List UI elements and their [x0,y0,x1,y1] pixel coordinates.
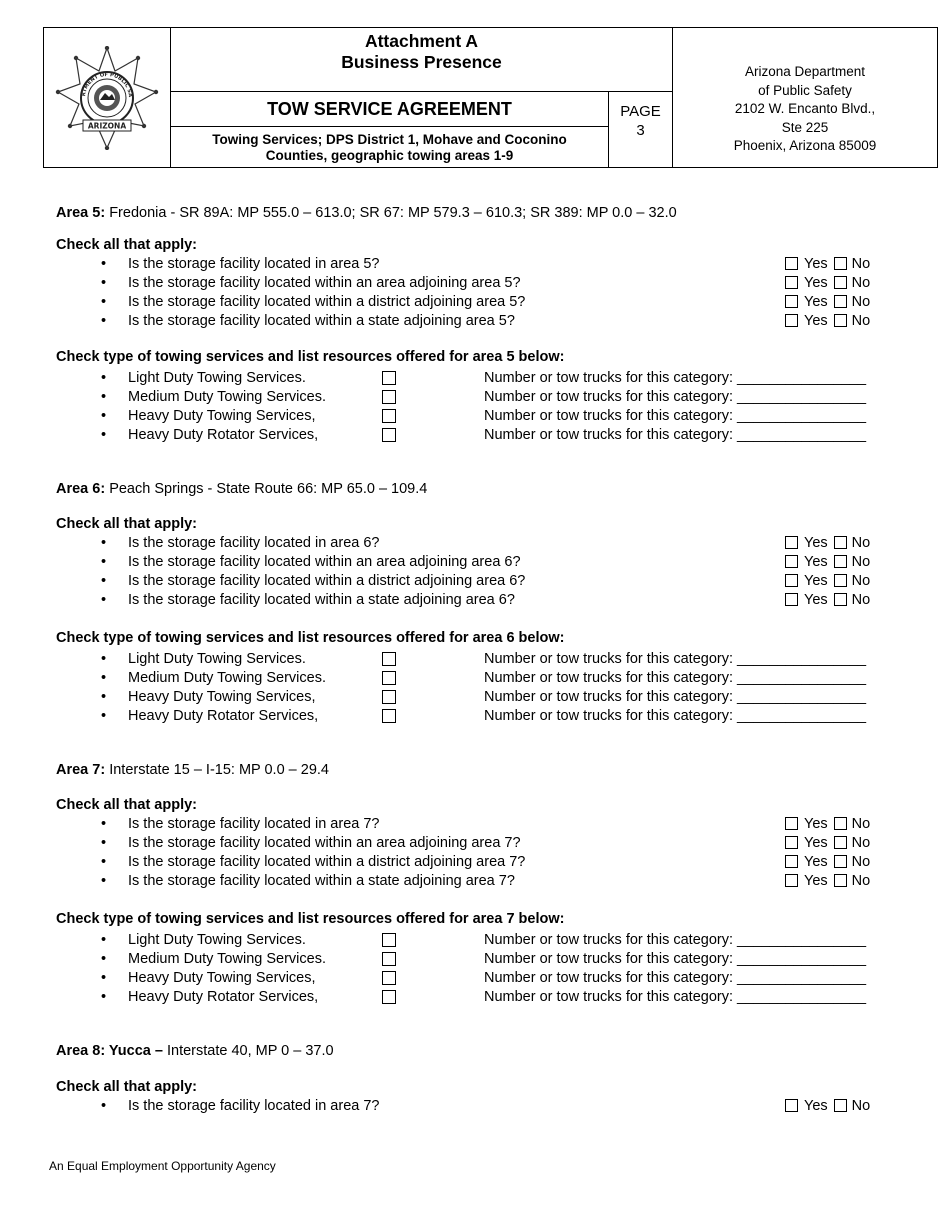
no-checkbox[interactable] [834,314,847,327]
bullet: • [101,651,107,667]
truck-count-field[interactable]: Number or tow trucks for this category: ________________ [484,427,867,443]
attachment-line-2: Business Presence [341,52,502,72]
service-label: Light Duty Towing Services. [128,651,306,667]
service-label: Heavy Duty Rotator Services, [128,427,319,443]
bullet: • [101,873,107,889]
service-checkbox[interactable] [382,933,396,947]
bullet: • [101,854,107,870]
check-all-heading: Check all that apply: [56,797,198,813]
no-checkbox[interactable] [834,295,847,308]
service-checkbox[interactable] [382,390,396,404]
subtitle-line-2: Counties, geographic towing areas 1-9 [265,148,514,163]
subtitle-line-1: Towing Services; DPS District 1, Mohave and Coconino [212,132,567,147]
bullet: • [101,970,107,986]
no-checkbox[interactable] [834,1099,847,1112]
yes-checkbox[interactable] [785,574,798,587]
no-checkbox[interactable] [834,555,847,568]
no-label: No [851,313,871,329]
yes-label: Yes [804,294,828,310]
yes-label: Yes [804,816,828,832]
service-checkbox[interactable] [382,371,396,385]
area-label: Area 6: [56,481,106,497]
truck-count-field[interactable]: Number or tow trucks for this category: ________________ [484,989,867,1005]
service-label: Heavy Duty Towing Services, [128,970,316,986]
address-line: Ste 225 [781,119,829,135]
question-text: Is the storage facility located within a state adjoining area 7? [128,873,515,889]
area-description: Interstate 40, MP 0 – 37.0 [162,1043,334,1059]
service-checkbox[interactable] [382,409,396,423]
yes-checkbox[interactable] [785,593,798,606]
service-label: Medium Duty Towing Services. [128,951,326,967]
no-label: No [851,854,871,870]
no-checkbox[interactable] [834,257,847,270]
area-label: Area 7: [56,762,106,778]
truck-count-field[interactable]: Number or tow trucks for this category: ________________ [484,970,867,986]
document-header [43,27,938,168]
bullet: • [101,989,107,1005]
area-label: Area 5: [56,205,106,221]
bullet: • [101,370,107,386]
no-checkbox[interactable] [834,574,847,587]
service-label: Heavy Duty Rotator Services, [128,989,319,1005]
service-checkbox[interactable] [382,709,396,723]
question-text: Is the storage facility located within an area adjoining area 7? [128,835,521,851]
service-checkbox[interactable] [382,990,396,1004]
service-row [0,427,950,445]
service-row [0,970,950,988]
yes-label: Yes [804,275,828,291]
check-all-heading: Check all that apply: [56,1079,198,1095]
truck-count-field[interactable]: Number or tow trucks for this category: ________________ [484,389,867,405]
question-text: Is the storage facility located in area 6? [128,535,380,551]
yes-no-group [785,1098,870,1114]
service-checkbox[interactable] [382,428,396,442]
yes-label: Yes [804,835,828,851]
services-heading: Check type of towing services and list resources offered for area 6 below: [56,630,565,646]
service-label: Light Duty Towing Services. [128,370,306,386]
service-row [0,708,950,726]
service-label: Medium Duty Towing Services. [128,670,326,686]
agreement-title: TOW SERVICE AGREEMENT [171,92,609,127]
question-text: Is the storage facility located within a district adjoining area 5? [128,294,526,310]
yes-no-group [785,835,870,851]
question-text: Is the storage facility located within a district adjoining area 7? [128,854,526,870]
bullet: • [101,592,107,608]
service-label: Medium Duty Towing Services. [128,389,326,405]
yes-checkbox[interactable] [785,536,798,549]
bullet: • [101,313,107,329]
yes-checkbox[interactable] [785,836,798,849]
attachment-line-1: Attachment A [364,31,479,51]
question-text: Is the storage facility located in area 5? [128,256,380,272]
no-label: No [851,873,871,889]
truck-count-field[interactable]: Number or tow trucks for this category: ________________ [484,708,867,724]
bullet: • [101,535,107,551]
truck-count-field[interactable]: Number or tow trucks for this category: ________________ [484,370,867,386]
yes-checkbox[interactable] [785,874,798,887]
service-row [0,651,950,669]
truck-count-field[interactable]: Number or tow trucks for this category: ________________ [484,651,867,667]
yes-no-group [785,294,870,310]
service-row [0,389,950,407]
address-line: of Public Safety [758,82,852,98]
question-text: Is the storage facility located within a district adjoining area 6? [128,573,526,589]
yes-checkbox[interactable] [785,817,798,830]
bullet: • [101,816,107,832]
check-all-heading: Check all that apply: [56,237,198,253]
yes-no-group [785,554,870,570]
bullet: • [101,1098,107,1114]
address-line: 2102 W. Encanto Blvd., [734,101,876,116]
dps-seal-logo [55,46,159,150]
bullet: • [101,554,107,570]
no-checkbox[interactable] [834,817,847,830]
question-text: Is the storage facility located within an area adjoining area 5? [128,275,521,291]
yes-checkbox[interactable] [785,1099,798,1112]
bullet: • [101,670,107,686]
area-description: Peach Springs - State Route 66: MP 65.0 – 109.4 [105,481,428,497]
no-checkbox[interactable] [834,536,847,549]
bullet: • [101,951,107,967]
bullet: • [101,275,107,291]
service-checkbox[interactable] [382,690,396,704]
bullet: • [101,932,107,948]
yes-label: Yes [804,1098,828,1114]
yes-checkbox[interactable] [785,855,798,868]
services-heading: Check type of towing services and list resources offered for area 5 below: [56,349,565,365]
check-all-heading: Check all that apply: [56,516,198,532]
bullet: • [101,573,107,589]
yes-label: Yes [804,854,828,870]
area-7-title [56,762,329,778]
no-checkbox[interactable] [834,836,847,849]
yes-no-group [785,873,870,889]
yes-checkbox[interactable] [785,314,798,327]
truck-count-field[interactable]: Number or tow trucks for this category: ________________ [484,670,867,686]
question-text: Is the storage facility located within a state adjoining area 5? [128,313,515,329]
truck-count-field[interactable]: Number or tow trucks for this category: ________________ [484,932,867,948]
service-checkbox[interactable] [382,971,396,985]
no-label: No [851,275,871,291]
page-label: PAGE [620,103,661,120]
area-5-title [56,205,677,221]
dps-seal-cell [44,28,171,167]
service-row [0,408,950,426]
service-row [0,670,950,688]
yes-no-group [785,854,870,870]
no-label: No [851,294,871,310]
area-label: Area 8: Yucca – [56,1043,163,1059]
yes-label: Yes [804,592,828,608]
service-checkbox[interactable] [382,671,396,685]
no-label: No [851,256,871,272]
area-description: Interstate 15 – I-15: MP 0.0 – 29.4 [105,762,329,778]
agreement-subtitle [171,127,609,167]
yes-label: Yes [804,313,828,329]
services-heading: Check type of towing services and list resources offered for area 7 below: [56,911,565,927]
bullet: • [101,294,107,310]
yes-label: Yes [804,535,828,551]
yes-no-group [785,535,870,551]
yes-checkbox[interactable] [785,555,798,568]
yes-checkbox[interactable] [785,295,798,308]
yes-label: Yes [804,554,828,570]
address-line: Phoenix, Arizona 85009 [733,138,877,153]
service-row [0,932,950,950]
yes-label: Yes [804,573,828,589]
yes-no-group [785,592,870,608]
seal-text-top: RTMENT OF PUBLIC SA [81,71,134,97]
no-label: No [851,535,871,551]
page-indicator [609,92,673,167]
no-label: No [851,816,871,832]
area-description: Fredonia - SR 89A: MP 555.0 – 613.0; SR 67: MP 579.3 – 610.3; SR 389: MP 0.0 – 32.0 [105,205,677,221]
no-checkbox[interactable] [834,855,847,868]
no-checkbox[interactable] [834,874,847,887]
footer-text: An Equal Employment Opportunity Agency [49,1159,276,1173]
bullet: • [101,835,107,851]
bullet: • [101,427,107,443]
bullet: • [101,689,107,705]
service-row [0,951,950,969]
bullet: • [101,708,107,724]
area-6-title [56,481,427,497]
service-label: Light Duty Towing Services. [128,932,306,948]
seal-text-bottom: ARIZONA [87,121,127,130]
question-text: Is the storage facility located within a state adjoining area 6? [128,592,515,608]
yes-label: Yes [804,256,828,272]
page-number: 3 [636,122,645,139]
service-checkbox[interactable] [382,652,396,666]
yes-no-group [785,573,870,589]
question-text: Is the storage facility located within an area adjoining area 6? [128,554,521,570]
agency-address [673,28,937,167]
no-label: No [851,835,871,851]
address-line: Arizona Department [744,64,866,79]
yes-label: Yes [804,873,828,889]
truck-count-field[interactable]: Number or tow trucks for this category: ________________ [484,689,867,705]
no-checkbox[interactable] [834,276,847,289]
yes-checkbox[interactable] [785,276,798,289]
bullet: • [101,256,107,272]
question-text: Is the storage facility located in area 7? [128,816,380,832]
yes-no-group [785,256,870,272]
area-8-title [56,1043,334,1059]
service-label: Heavy Duty Rotator Services, [128,708,319,724]
no-checkbox[interactable] [834,593,847,606]
truck-count-field[interactable]: Number or tow trucks for this category: ________________ [484,408,867,424]
yes-no-group [785,275,870,291]
service-label: Heavy Duty Towing Services, [128,408,316,424]
question-text: Is the storage facility located in area 7? [128,1098,380,1114]
bullet: • [101,389,107,405]
service-label: Heavy Duty Towing Services, [128,689,316,705]
no-label: No [851,1098,871,1114]
service-row [0,989,950,1007]
truck-count-field[interactable]: Number or tow trucks for this category: ________________ [484,951,867,967]
bullet: • [101,408,107,424]
yes-no-group [785,816,870,832]
no-label: No [851,554,871,570]
yes-checkbox[interactable] [785,257,798,270]
no-label: No [851,573,871,589]
service-row [0,370,950,388]
service-row [0,689,950,707]
yes-no-group [785,313,870,329]
attachment-title [171,28,673,92]
no-label: No [851,592,871,608]
service-checkbox[interactable] [382,952,396,966]
